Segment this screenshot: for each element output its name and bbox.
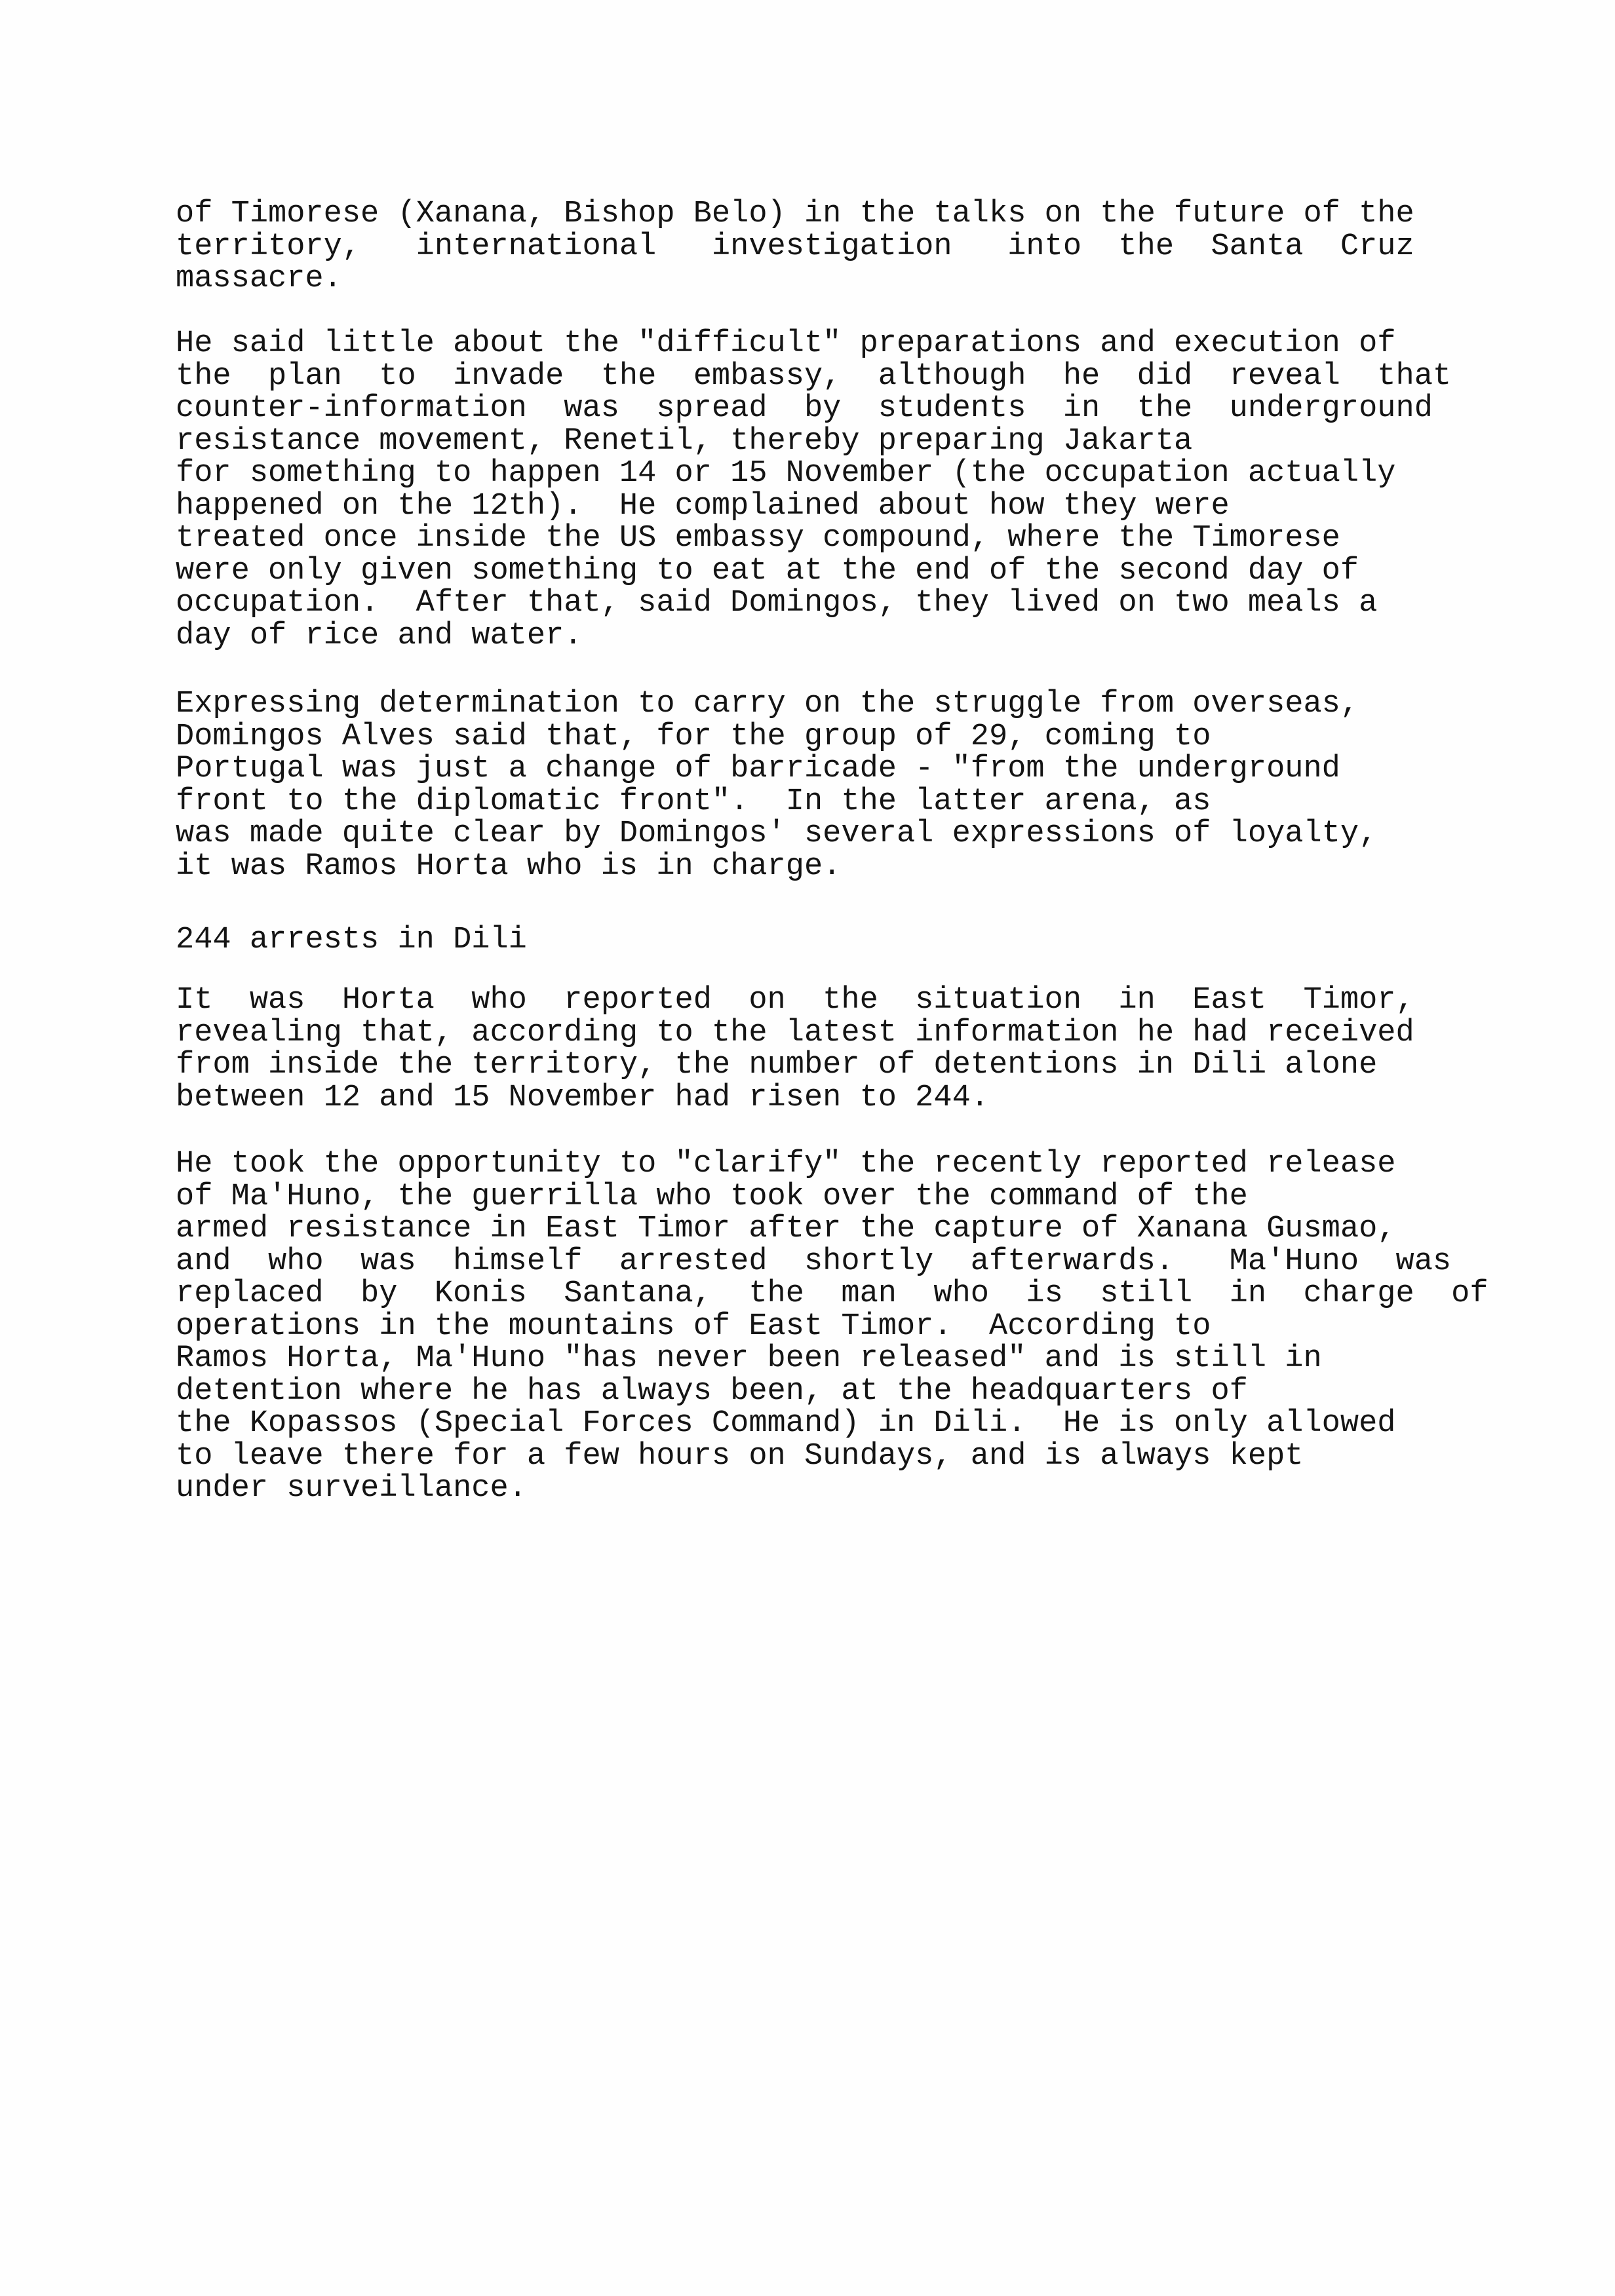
paragraph-4-line-1: It was Horta who reported on the situation in East Timor, [176, 983, 1414, 1018]
paragraph-2-line-7: treated once inside the US embassy compound, where the Timorese [176, 521, 1340, 556]
paragraph-3-line-5: was made quite clear by Domingos' several expressions of loyalty, [176, 816, 1378, 851]
paragraph-2-line-3: counter-information was spread by students in the underground [176, 391, 1433, 426]
paragraph-2 [176, 328, 1467, 652]
paragraph-2-line-4: resistance movement, Renetil, thereby preparing Jakarta [176, 423, 1193, 459]
paragraph-5-line-2: of Ma'Huno, the guerrilla who took over the command of the [176, 1179, 1248, 1214]
paragraph-2-line-2: the plan to invade the embassy, although he did reveal that [176, 358, 1452, 394]
paragraph-2-line-9: occupation. After that, said Domingos, they lived on two meals a [176, 586, 1378, 621]
paragraph-3-line-6: it was Ramos Horta who is in charge. [176, 849, 842, 884]
paragraph-5-line-6: operations in the mountains of East Timor. According to [176, 1309, 1211, 1344]
paragraph-2-line-6: happened on the 12th). He complained about how they were [176, 488, 1230, 524]
paragraph-1-line-2: territory, international investigation into the Santa Cruz [176, 229, 1414, 264]
paragraph-5-line-10: to leave there for a few hours on Sundays, and is always kept [176, 1438, 1304, 1474]
paragraph-5-line-5: replaced by Konis Santana, the man who is still in charge of [176, 1276, 1489, 1311]
paragraph-2-line-10: day of rice and water. [176, 618, 583, 653]
paragraph-3-line-1: Expressing determination to carry on the struggle from overseas, [176, 687, 1359, 721]
paragraph-3-line-2: Domingos Alves said that, for the group of 29, coming to [176, 719, 1211, 754]
paragraph-1-line-1: of Timorese (Xanana, Bishop Belo) in the talks on the future of the [176, 197, 1414, 231]
paragraph-4 [176, 984, 1467, 1114]
paragraph-3 [176, 688, 1467, 883]
paragraph-2-line-8: were only given something to eat at the end of the second day of [176, 553, 1359, 588]
paragraph-5-line-3: armed resistance in East Timor after the capture of Xanana Gusmao, [176, 1212, 1396, 1246]
paragraph-1 [176, 198, 1467, 296]
paragraph-5-line-4: and who was himself arrested shortly afterwards. Ma'Huno was [176, 1244, 1452, 1279]
section-heading: 244 arrests in Dili [176, 923, 527, 957]
paragraph-4-line-2: revealing that, according to the latest information he had received [176, 1015, 1414, 1050]
paragraph-5 [176, 1147, 1489, 1506]
paragraph-3-line-3: Portugal was just a change of barricade - "from the underground [176, 752, 1340, 786]
paragraph-4-line-3: from inside the territory, the number of detentions in Dili alone [176, 1048, 1378, 1082]
paragraph-4-line-4: between 12 and 15 November had risen to 244. [176, 1080, 990, 1115]
paragraph-5-line-9: the Kopassos (Special Forces Command) in Dili. He is only allowed [176, 1406, 1396, 1441]
paragraph-2-line-1: He said little about the "difficult" preparations and execution of [176, 326, 1396, 361]
paragraph-5-line-7: Ramos Horta, Ma'Huno "has never been released" and is still in [176, 1341, 1322, 1376]
paragraph-3-line-4: front to the diplomatic front". In the latter arena, as [176, 784, 1211, 819]
paragraph-2-line-5: for something to happen 14 or 15 November (the occupation actually [176, 456, 1396, 491]
paragraph-5-line-8: detention where he has always been, at the headquarters of [176, 1373, 1248, 1409]
paragraph-1-line-3: massacre. [176, 261, 342, 296]
paragraph-5-line-1: He took the opportunity to "clarify" the recently reported release [176, 1147, 1396, 1181]
paragraph-5-line-11: under surveillance. [176, 1471, 527, 1506]
